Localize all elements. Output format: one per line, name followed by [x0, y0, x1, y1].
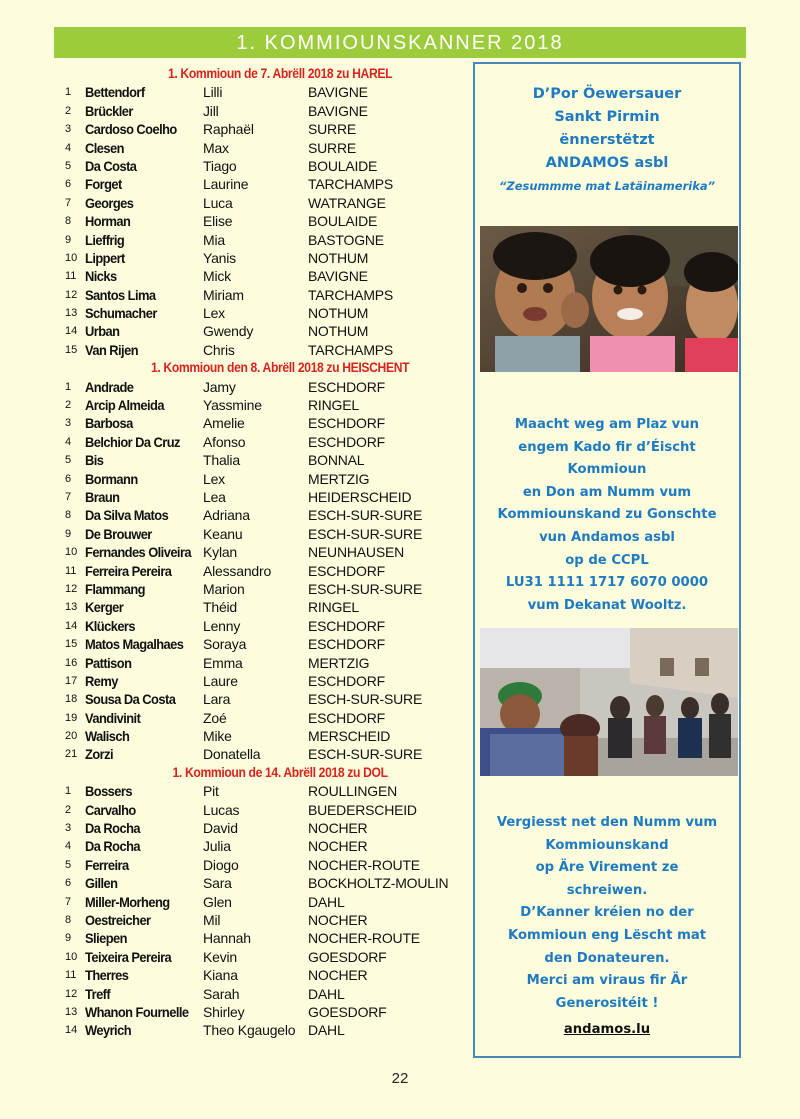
town-name: BAVIGNE: [308, 268, 368, 285]
last-name: Bettendorf: [85, 84, 145, 101]
list-item: [65, 690, 470, 708]
andamos-link[interactable]: andamos.lu: [563, 1022, 651, 1038]
list-item: [65, 893, 470, 911]
first-name: Adriana: [203, 507, 250, 524]
list-item: [65, 414, 470, 432]
last-name: Flammang: [85, 580, 146, 597]
first-name: Jamy: [203, 378, 236, 395]
town-name: BUEDERSCHEID: [308, 801, 417, 818]
row-number: 1: [65, 86, 72, 99]
last-name: Walisch: [85, 728, 130, 745]
row-number: 10: [65, 950, 78, 963]
row-number: 12: [65, 987, 78, 1000]
town-name: MERTZIG: [308, 654, 370, 671]
donation-line: vum Dekanat Wooltz.: [527, 597, 687, 613]
reminder-line: schreiwen.: [566, 882, 648, 898]
last-name: Gillen: [85, 875, 118, 892]
first-name: Lea: [203, 488, 226, 505]
list-item: [65, 911, 470, 929]
donation-line: vun Andamos asbl: [539, 529, 675, 545]
list-item: [65, 543, 470, 561]
first-name: Kylan: [203, 544, 238, 561]
row-number: 2: [65, 803, 72, 816]
list-item: [65, 837, 470, 855]
list-item: [65, 929, 470, 947]
first-name: Hannah: [203, 930, 251, 947]
children-photo: [480, 226, 738, 372]
town-name: RINGEL: [308, 599, 359, 616]
first-name: Yanis: [203, 249, 236, 266]
row-number: 9: [65, 932, 72, 945]
town-name: MERTZIG: [308, 470, 370, 487]
reminder-info: [475, 812, 739, 1042]
town-name: GOESDORF: [308, 1003, 387, 1020]
last-name: Bossers: [85, 783, 132, 800]
row-number: 12: [65, 288, 78, 301]
town-name: ESCH-SUR-SURE: [308, 691, 423, 708]
last-name: Lieffrig: [85, 231, 125, 248]
communicant-list: [65, 65, 470, 1040]
first-name: Glen: [203, 893, 232, 910]
last-name: Urban: [85, 323, 120, 340]
town-name: TARCHAMPS: [308, 341, 394, 358]
row-number: 17: [65, 674, 78, 687]
first-name: Mia: [203, 231, 225, 248]
last-name: Zorzi: [85, 746, 114, 763]
last-name: Carvalho: [85, 801, 136, 818]
town-name: ROULLINGEN: [308, 783, 398, 800]
town-name: NOTHUM: [308, 249, 369, 266]
list-item: [65, 985, 470, 1003]
row-number: 8: [65, 509, 72, 522]
section-heading: 1. Kommioun den 8. Abrëll 2018 zu HEISCHENT: [151, 360, 410, 376]
last-name: Pattison: [85, 654, 132, 671]
sidebar-title-line: D’Por Öewersauer: [532, 86, 682, 102]
town-name: SURRE: [308, 139, 357, 156]
list-item: [65, 948, 470, 966]
first-name: Thalia: [203, 452, 240, 469]
last-name: Lippert: [85, 249, 125, 266]
row-number: 18: [65, 693, 78, 706]
last-name: Remy: [85, 672, 118, 689]
last-name: Clesen: [85, 139, 124, 156]
list-item: [65, 525, 470, 543]
row-number: 4: [65, 840, 72, 853]
first-name: Théid: [203, 599, 238, 616]
row-number: 13: [65, 307, 78, 320]
list-item: [65, 231, 470, 249]
town-name: NOCHER: [308, 820, 368, 837]
last-name: Andrade: [85, 378, 134, 395]
last-name: Da Rocha: [85, 820, 140, 837]
town-name: NOCHER: [308, 967, 368, 984]
first-name: Mike: [203, 728, 232, 745]
last-name: De Brouwer: [85, 525, 152, 542]
first-name: Chris: [203, 341, 235, 358]
town-name: HEIDERSCHEID: [308, 488, 412, 505]
row-number: 6: [65, 178, 72, 191]
town-name: NEUNHAUSEN: [308, 544, 405, 561]
row-number: 1: [65, 785, 72, 798]
last-name: Arcip Almeida: [85, 397, 164, 414]
list-item: [65, 617, 470, 635]
list-item: [65, 782, 470, 800]
first-name: Lara: [203, 691, 231, 708]
town-name: GOESDORF: [308, 948, 387, 965]
list-item: [65, 672, 470, 690]
last-name: Therres: [85, 967, 129, 984]
town-name: ESCHDORF: [308, 709, 385, 726]
list-item: [65, 83, 470, 101]
list-item: [65, 433, 470, 451]
first-name: Alessandro: [203, 562, 272, 579]
first-name: Julia: [203, 838, 231, 855]
section-heading: 1. Kommioun de 7. Abrëll 2018 zu HAREL: [167, 66, 393, 81]
first-name: Lilli: [203, 84, 223, 101]
row-number: 10: [65, 251, 78, 264]
list-item: [65, 102, 470, 120]
list-item: [65, 654, 470, 672]
reminder-line: D’Kanner kréien no der: [520, 905, 694, 921]
last-name: Santos Lima: [85, 286, 156, 303]
list-item: [65, 856, 470, 874]
sidebar-title-line: Sankt Pirmin: [554, 109, 660, 125]
list-item: [65, 212, 470, 230]
row-number: 2: [65, 104, 72, 117]
town-name: BAVIGNE: [308, 102, 368, 119]
first-name: Lucas: [203, 801, 240, 818]
sidebar-title-line: ënnerstëtzt: [559, 132, 655, 148]
row-number: 7: [65, 895, 72, 908]
street-crowd-photo: [480, 628, 738, 776]
first-name: Lex: [203, 305, 225, 322]
last-name: Van Rijen: [85, 341, 139, 358]
town-name: ESCHDORF: [308, 617, 385, 634]
row-number: 5: [65, 159, 72, 172]
row-number: 10: [65, 546, 78, 559]
last-name: Cardoso Coelho: [85, 121, 177, 138]
list-item: [65, 322, 470, 340]
list-item: [65, 801, 470, 819]
last-name: Miller-Morheng: [85, 893, 170, 910]
first-name: Max: [203, 139, 229, 156]
row-number: 8: [65, 913, 72, 926]
first-name: Diogo: [203, 856, 239, 873]
list-item: [65, 139, 470, 157]
town-name: NOCHER: [308, 838, 368, 855]
row-number: 13: [65, 601, 78, 614]
reminder-line: Generositéit !: [555, 995, 659, 1011]
last-name: Braun: [85, 488, 120, 505]
sidebar-title-line: ANDAMOS asbl: [545, 155, 669, 171]
list-item: [65, 286, 470, 304]
donation-info: [475, 414, 739, 617]
sidebar-slogan: “Zesummme mat Latäinamerika”: [498, 179, 716, 193]
page-banner: 1. KOMMIOUNSKANNER 2018: [54, 27, 746, 58]
first-name: Mil: [203, 911, 221, 928]
list-item: [65, 580, 470, 598]
last-name: Treff: [85, 985, 111, 1002]
row-number: 8: [65, 215, 72, 228]
town-name: TARCHAMPS: [308, 176, 394, 193]
town-name: ESCH-SUR-SURE: [308, 525, 423, 542]
town-name: BONNAL: [308, 452, 365, 469]
first-name: Gwendy: [203, 323, 254, 340]
first-name: Elise: [203, 213, 233, 230]
last-name: Brückler: [85, 102, 133, 119]
list-item: [65, 966, 470, 984]
list-item: [65, 267, 470, 285]
first-name: Shirley: [203, 1003, 245, 1020]
row-number: 12: [65, 582, 78, 595]
sidebar-title: [475, 83, 739, 198]
town-name: NOTHUM: [308, 305, 369, 322]
donation-line: Kommiounskand zu Gonschte: [497, 507, 717, 523]
first-name: Kiana: [203, 967, 238, 984]
first-name: Amelie: [203, 415, 245, 432]
list-item: [65, 396, 470, 414]
row-number: 14: [65, 1024, 78, 1037]
reminder-line: Kommiounskand: [545, 837, 669, 853]
row-number: 9: [65, 233, 72, 246]
reminder-line: op Äre Virement ze: [535, 860, 679, 876]
list-item: [65, 1003, 470, 1021]
town-name: ESCHDORF: [308, 378, 385, 395]
town-name: TARCHAMPS: [308, 286, 394, 303]
row-number: 16: [65, 656, 78, 669]
reminder-line: Merci am viraus fir Är: [526, 973, 688, 989]
first-name: Raphaël: [203, 121, 254, 138]
iban-line: LU31 1111 1717 6070 0000: [505, 575, 709, 591]
first-name: Lex: [203, 470, 225, 487]
first-name: Sarah: [203, 985, 240, 1002]
last-name: Da Silva Matos: [85, 507, 169, 524]
last-name: Sousa Da Costa: [85, 691, 176, 708]
last-name: Bormann: [85, 470, 138, 487]
first-name: Kevin: [203, 948, 238, 965]
town-name: BOULAIDE: [308, 213, 378, 230]
last-name: Belchior Da Cruz: [85, 433, 180, 450]
first-name: Lenny: [203, 617, 241, 634]
first-name: Jill: [203, 102, 219, 119]
list-item: [65, 635, 470, 653]
row-number: 11: [65, 564, 77, 577]
list-item: [65, 175, 470, 193]
list-item: [65, 562, 470, 580]
first-name: Mick: [203, 268, 231, 285]
list-item: [65, 451, 470, 469]
row-number: 9: [65, 527, 72, 540]
list-item: [65, 304, 470, 322]
row-number: 5: [65, 454, 72, 467]
first-name: Keanu: [203, 525, 243, 542]
last-name: Oestreicher: [85, 911, 151, 928]
list-item: [65, 727, 470, 745]
first-name: Sara: [203, 875, 232, 892]
town-name: ESCHDORF: [308, 636, 385, 653]
donation-line: Maacht weg am Plaz vun: [514, 417, 700, 432]
last-name: Barbosa: [85, 415, 133, 432]
list-item: [65, 378, 470, 396]
row-number: 14: [65, 619, 78, 632]
row-number: 3: [65, 123, 72, 136]
donation-line: op de CCPL: [565, 552, 649, 568]
first-name: Miriam: [203, 286, 244, 303]
last-name: Schumacher: [85, 305, 157, 322]
last-name: Da Rocha: [85, 838, 140, 855]
last-name: Matos Magalhaes: [85, 636, 184, 653]
first-name: Tiago: [203, 157, 237, 174]
town-name: NOCHER-ROUTE: [308, 856, 420, 873]
row-number: 5: [65, 858, 72, 871]
andamos-sidebar: [473, 62, 741, 1058]
first-name: Laure: [203, 672, 238, 689]
list-item: [65, 249, 470, 267]
row-number: 3: [65, 417, 72, 430]
first-name: Pit: [203, 783, 219, 800]
last-name: Kerger: [85, 599, 124, 616]
last-name: Teixeira Pereira: [85, 948, 172, 965]
row-number: 3: [65, 822, 72, 835]
last-name: Klückers: [85, 617, 136, 634]
list-item: [65, 506, 470, 524]
first-name: Yassmine: [203, 397, 262, 414]
row-number: 7: [65, 490, 72, 503]
last-name: Fernandes Oliveira: [85, 544, 192, 561]
town-name: NOCHER: [308, 911, 368, 928]
last-name: Forget: [85, 176, 122, 193]
row-number: 14: [65, 325, 78, 338]
row-number: 6: [65, 472, 72, 485]
list-item: [65, 819, 470, 837]
list-item: [65, 1021, 470, 1039]
row-number: 6: [65, 877, 72, 890]
town-name: SURRE: [308, 121, 357, 138]
list-item: [65, 874, 470, 892]
row-number: 1: [65, 380, 72, 393]
list-item: [65, 120, 470, 138]
reminder-line: Vergiesst net den Numm vum: [496, 815, 718, 830]
town-name: ESCH-SUR-SURE: [308, 580, 423, 597]
row-number: 2: [65, 399, 72, 412]
first-name: Zoé: [203, 709, 227, 726]
list-item: [65, 470, 470, 488]
first-name: Marion: [203, 580, 245, 597]
reminder-line: Kommioun eng Lëscht mat: [507, 927, 707, 943]
last-name: Weyrich: [85, 1022, 132, 1039]
last-name: Ferreira: [85, 856, 129, 873]
list-item: [65, 488, 470, 506]
row-number: 15: [65, 343, 78, 356]
town-name: ESCHDORF: [308, 562, 385, 579]
row-number: 7: [65, 196, 72, 209]
list-item: [65, 709, 470, 727]
town-name: BAVIGNE: [308, 84, 368, 101]
list-item: [65, 598, 470, 616]
first-name: Theo Kgaugelo: [203, 1022, 296, 1039]
first-name: Afonso: [203, 433, 246, 450]
last-name: Bis: [85, 452, 104, 469]
town-name: NOCHER-ROUTE: [308, 930, 420, 947]
last-name: Horman: [85, 213, 131, 230]
list-item: [65, 341, 470, 359]
donation-line: Kommioun: [567, 462, 647, 478]
last-name: Ferreira Pereira: [85, 562, 172, 579]
reminder-line: den Donateuren.: [544, 950, 670, 966]
first-name: Luca: [203, 194, 233, 211]
row-number: 20: [65, 730, 78, 743]
row-number: 15: [65, 638, 78, 651]
last-name: Nicks: [85, 268, 117, 285]
list-item: [65, 157, 470, 175]
row-number: 21: [65, 748, 78, 761]
first-name: Soraya: [203, 636, 247, 653]
town-name: ESCHDORF: [308, 433, 385, 450]
list-item: [65, 745, 470, 763]
town-name: ESCHDORF: [308, 672, 385, 689]
town-name: ESCH-SUR-SURE: [308, 746, 423, 763]
last-name: Georges: [85, 194, 134, 211]
town-name: RINGEL: [308, 397, 359, 414]
last-name: Sliepen: [85, 930, 127, 947]
row-number: 13: [65, 1005, 78, 1018]
town-name: BOULAIDE: [308, 157, 378, 174]
town-name: DAHL: [308, 985, 345, 1002]
last-name: Vandivinit: [85, 709, 141, 726]
list-item: [65, 194, 470, 212]
row-number: 4: [65, 141, 72, 154]
last-name: Da Costa: [85, 157, 137, 174]
town-name: ESCH-SUR-SURE: [308, 507, 423, 524]
first-name: David: [203, 820, 238, 837]
row-number: 11: [65, 270, 77, 283]
section-heading: 1. Kommioun de 14. Abrëll 2018 zu DOL: [172, 764, 388, 780]
town-name: ESCHDORF: [308, 415, 385, 432]
town-name: DAHL: [308, 1022, 345, 1039]
town-name: BOCKHOLTZ-MOULIN: [308, 875, 449, 892]
last-name: Whanon Fournelle: [85, 1003, 189, 1020]
donation-line: en Don am Numm vum: [522, 484, 692, 500]
row-number: 4: [65, 435, 72, 448]
donation-line: engem Kado fir d’Éischt: [518, 439, 696, 455]
first-name: Donatella: [203, 746, 261, 763]
row-number: 19: [65, 711, 78, 724]
town-name: DAHL: [308, 893, 345, 910]
first-name: Emma: [203, 654, 243, 671]
town-name: MERSCHEID: [308, 728, 391, 745]
town-name: BASTOGNE: [308, 231, 384, 248]
page-number: 22: [391, 1070, 409, 1087]
first-name: Laurine: [203, 176, 249, 193]
town-name: NOTHUM: [308, 323, 369, 340]
row-number: 11: [65, 969, 77, 982]
town-name: WATRANGE: [308, 194, 386, 211]
